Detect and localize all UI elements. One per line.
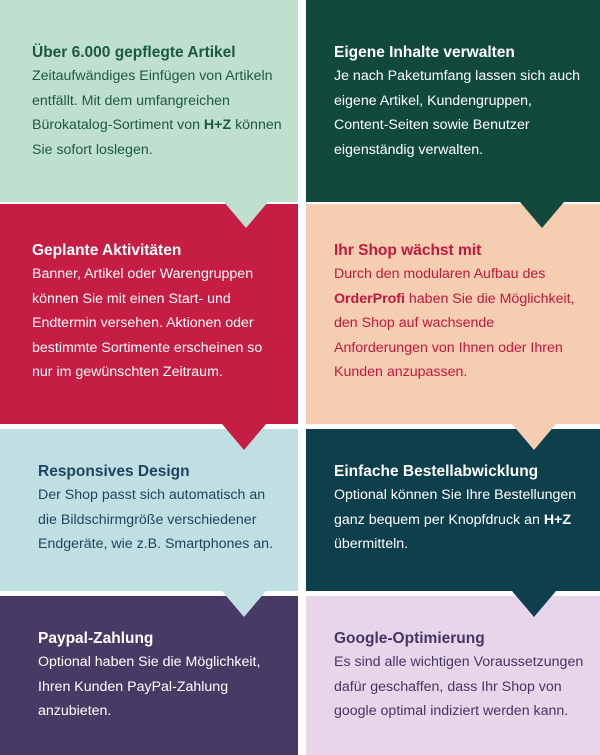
feature-title: Geplante Aktivitäten: [32, 242, 182, 259]
feature-title: Einfache Bestellabwicklung: [334, 463, 539, 480]
tile-pointer: [222, 424, 266, 450]
feature-tile-ordering: [306, 429, 600, 591]
brand-name: H+Z: [203, 117, 232, 133]
feature-tile-growth: [306, 204, 600, 424]
tile-pointer: [512, 424, 556, 450]
feature-text: Es sind alle wichtigen Voraussetzungen dafür geschaffen, dass Ihr Shop von google optimal indiziert werden kann.: [334, 654, 584, 719]
feature-title: Über 6.000 gepflegte Artikel: [32, 44, 236, 61]
feature-title: Ihr Shop wächst mit: [334, 242, 482, 259]
feature-text: Der Shop passt sich automatisch an die Bildschirmgröße verschiedener Endgeräte, wie z.B. Smartphones an.: [38, 487, 274, 552]
tile-pointer: [520, 202, 564, 228]
feature-tile-paypal: [0, 596, 298, 755]
tile-pointer: [512, 591, 556, 617]
feature-text: Je nach Paketumfang lassen sich auch eigene Artikel, Kundengruppen, Content-Seiten sowie Benutzer eigenständig verwalten.: [334, 68, 581, 158]
tile-pointer: [222, 591, 266, 617]
feature-tile-articles: [0, 0, 298, 202]
feature-title: Google-Optimierung: [334, 630, 485, 647]
tile-pointer: [224, 202, 268, 228]
brand-name: OrderProfi: [334, 290, 405, 307]
feature-text: Banner, Artikel oder Warengruppen können Sie mit einen Start- und Endtermin versehen. Aktionen oder bestimmte Sortimente erscheinen so nur im gewünschten Zeitraum.: [32, 266, 263, 380]
feature-tile-google: [306, 596, 600, 755]
feature-text: Optional können Sie Ihre Bestellungen ganz bequem per Knopfdruck an H+Z übermitteln.: [334, 487, 577, 552]
feature-tile-activities: [0, 204, 298, 424]
feature-text: Durch den modularen Aufbau des OrderProfi haben Sie die Möglichkeit, den Shop auf wachsende Anforderungen von Ihnen oder Ihren Kunden anzupassen.: [334, 266, 575, 380]
feature-tile-content: [306, 0, 600, 202]
feature-title: Responsives Design: [38, 463, 190, 480]
feature-tile-responsive: [0, 429, 298, 591]
feature-title: Eigene Inhalte verwalten: [334, 44, 515, 61]
brand-name: H+Z: [543, 511, 572, 528]
feature-text: Zeitaufwändiges Einfügen von Artikeln entfällt. Mit dem umfangreichen Bürokatalog-Sortiment von H+Z können Sie sofort loslegen.: [32, 68, 282, 158]
feature-title: Paypal-Zahlung: [38, 630, 154, 647]
feature-text: Optional haben Sie die Möglichkeit, Ihren Kunden PayPal-Zahlung anzubieten.: [38, 654, 261, 719]
